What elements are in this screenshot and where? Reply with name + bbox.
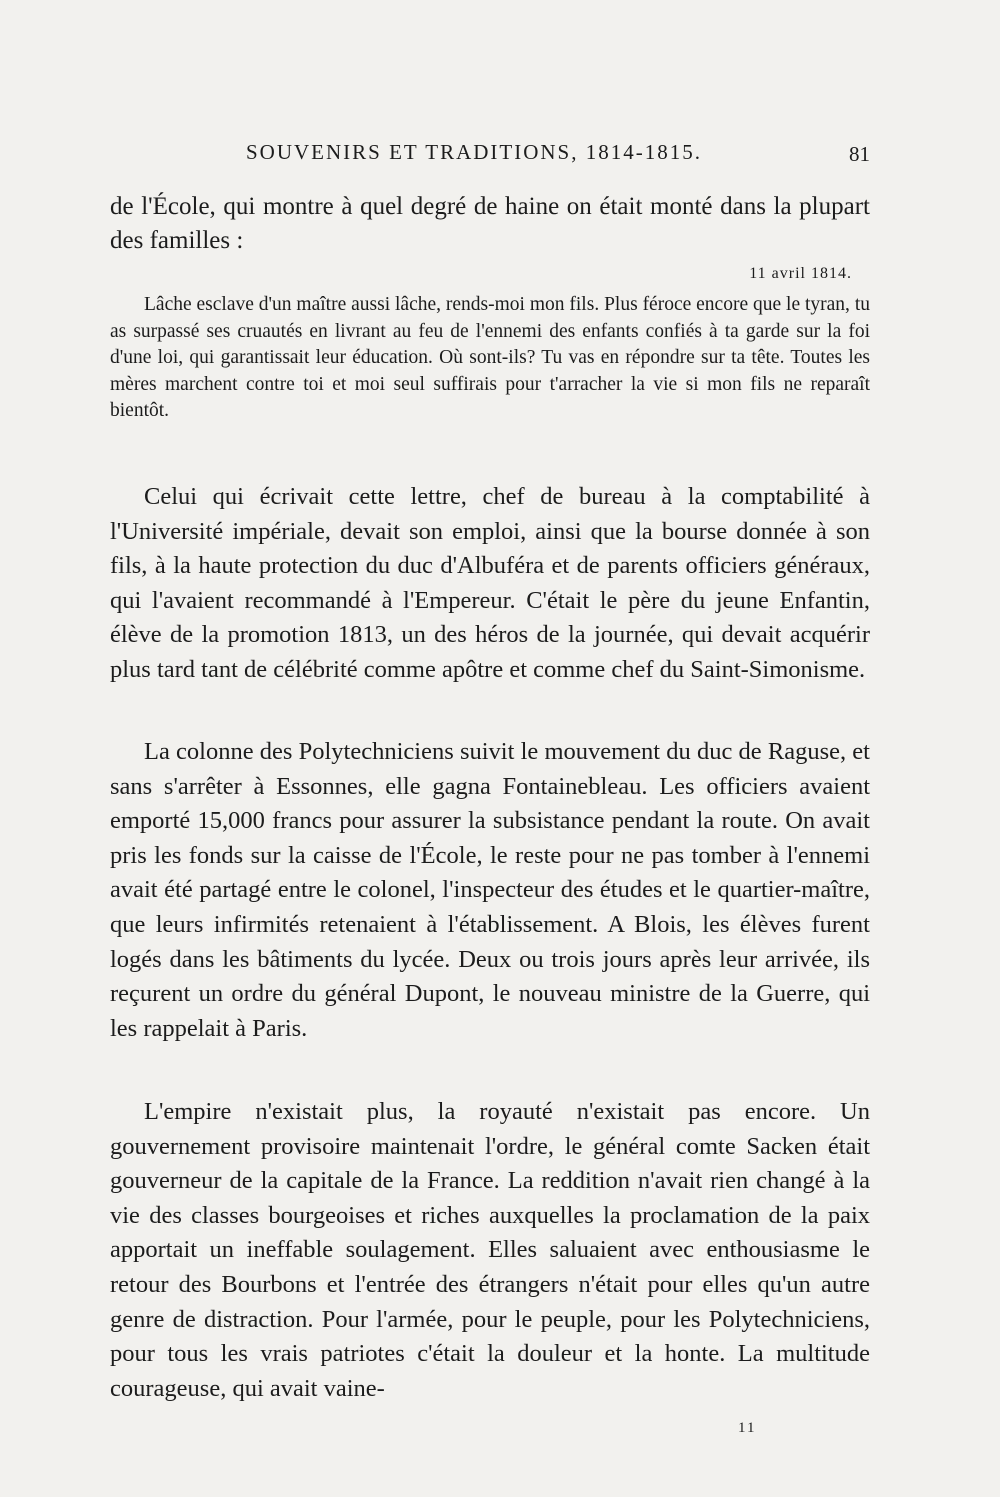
body-paragraph: Celui qui écrivait cette lettre, chef de bureau à la comptabilité à l'Université impériale, devait son emploi, ainsi que la bourse donnée à son fils, à la haute protection du duc d'Albuféra et de parents officiers généraux, qui l'avaient recommandé à l'Empereur. C'était le père du jeune Enfantin, élève de la promotion 1813, un des héros de la journée, qui devait acquérir plus tard tant de célébrité comme apôtre et comme chef du Saint-Simonisme. xyxy=(110,483,870,683)
body-paragraph: La colonne des Polytechniciens suivit le mouvement du duc de Raguse, et sans s'arrêter à Essonnes, elle gagna Fontainebleau. Les officiers avaient emporté 15,000 francs pour assurer la subsistance pendant la route. On avait pris les fonds sur la caisse de l'École, le reste pour ne pas tomber à l'ennemi avait été partagé entre le colonel, l'inspecteur des études et le quartier-maître, que leurs infirmités retenaient à l'établissement. A Blois, les élèves furent logés dans les bâtiments du lycée. Deux ou trois jours après leur arrivée, ils reçurent un ordre du général Dupont, le nouveau ministre de la Guerre, qui les rappelait à Paris. xyxy=(110,738,870,1042)
page-number: 81 xyxy=(849,142,870,166)
intro-paragraph: de l'École, qui montre à quel degré de haine on était monté dans la plupart des familles : xyxy=(110,193,870,254)
page-header xyxy=(110,140,870,170)
printer-signature-mark: 11 xyxy=(738,1420,757,1436)
body-paragraph: L'empire n'existait plus, la royauté n'existait pas encore. Un gouvernement provisoire maintenait l'ordre, le général comte Sacken était gouverneur de la capitale de la France. La reddition n'avait rien changé à la vie des classes bourgeoises et riches auxquelles la proclamation de la paix apportait un ineffable soulagement. Elles saluaient avec enthousiasme le retour des Bourbons et l'entrée des étrangers n'était pour elles qu'un autre genre de distraction. Pour l'armée, pour le peuple, pour les Polytechniciens, pour tous les vrais patriotes c'était la douleur et la honte. La multitude courageuse, qui avait vaine- xyxy=(110,1098,870,1402)
letter-date: 11 avril 1814. xyxy=(749,265,852,282)
quoted-letter: Lâche esclave d'un maître aussi lâche, rends-moi mon fils. Plus féroce encore que le tyran, tu as surpassé ses cruautés en livrant au feu de l'ennemi des enfants confiés à ta garde sur la foi d'une loi, qui garantissait leur éducation. Où sont-ils? Tu vas en répondre sur ta tête. Toutes les mères marchent contre toi et moi seul suffirais pour t'arracher la vie si mon fils ne reparaît bientôt. xyxy=(110,294,870,421)
running-title: SOUVENIRS ET TRADITIONS, 1814-1815. xyxy=(246,140,702,164)
